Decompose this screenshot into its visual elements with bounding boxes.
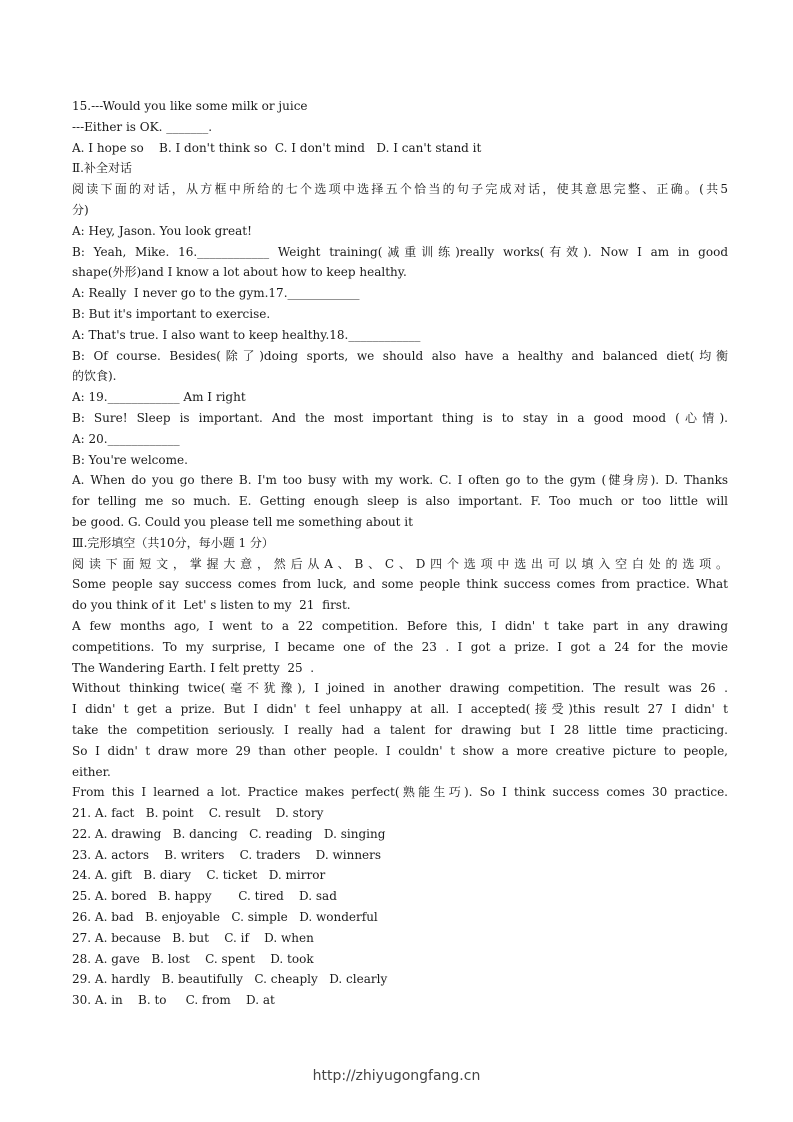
text-line: 阅读下面短文，掌握大意，然后从A、B、C、D四个选项中选出可以填入空白处的选项。 <box>72 556 728 571</box>
text-line: 分) <box>72 202 89 217</box>
text-line: The Wandering Earth. I felt pretty 25 . <box>72 660 315 675</box>
text-line: 26. A. bad B. enjoyable C. simple D. wonderful <box>72 910 378 925</box>
text-line: B: You're welcome. <box>72 452 188 467</box>
text-line: 28. A. gave B. lost C. spent D. took <box>72 951 314 966</box>
text-line: 30. A. in B. to C. from D. at <box>72 993 275 1008</box>
footer-url: http://zhiyugongfang.cn <box>312 1068 481 1084</box>
text-line: 24. A. gift B. diary C. ticket D. mirror <box>72 868 326 883</box>
text-line: for telling me so much. E. Getting enough sleep is also important. F. Too much or too little will <box>72 494 728 509</box>
text-line: 阅读下面的对话，从方框中所给的七个选项中选择五个恰当的句子完成对话，使其意思完整、正确。(共5 <box>72 182 728 197</box>
text-line: B: Of course. Besides(除了)doing sports, we should also have a healthy and balanced diet(均衡 <box>72 348 728 363</box>
text-line: 25. A. bored B. happy C. tired D. sad <box>72 889 337 904</box>
text-line: A: Hey, Jason. You look great! <box>72 223 252 238</box>
text-line: A: That's true. I also want to keep healthy.18.____________ <box>72 327 421 342</box>
text-line: 15.---Would you like some milk or juice <box>72 99 308 113</box>
text-line: A. When do you go there B. I'm too busy with my work. C. I often go to the gym (健身房). D. Thanks <box>72 473 728 488</box>
text-line: be good. G. Could you please tell me something about it <box>72 514 413 529</box>
text-line: 的饮食). <box>72 369 117 384</box>
text-line: A: 19.____________ Am I right <box>72 390 246 405</box>
text-line: B: Sure! Sleep is important. And the most important thing is to stay in a good mood (心情). <box>72 410 728 425</box>
text-line: A few months ago, I went to a 22 competition. Before this, I didn' t take part in any drawing <box>72 618 728 633</box>
text-line: A. I hope so B. I don't think so C. I don't mind D. I can't stand it <box>72 140 482 155</box>
text-line: 21. A. fact B. point C. result D. story <box>72 806 324 821</box>
text-line: 22. A. drawing B. dancing C. reading D. singing <box>72 826 386 841</box>
text-line: Ⅲ.完形填空（共10分，每小题 1 分） <box>72 535 274 550</box>
text-line: So I didn' t draw more 29 than other people. I couldn' t show a more creative picture to people, <box>72 743 728 758</box>
text-line: I didn' t get a prize. But I didn' t feel unhappy at all. I accepted(接受)this result 27 I didn' t <box>72 702 728 717</box>
text-line: ---Either is OK. _______. <box>72 119 213 134</box>
text-line: B: Yeah, Mike. 16.____________ Weight training(减重训练)really works(有效). Now I am in good <box>72 244 728 259</box>
document-body <box>72 96 728 1011</box>
text-line: 29. A. hardly B. beautifully C. cheaply D. clearly <box>72 972 388 987</box>
text-line: From this I learned a lot. Practice makes perfect(熟能生巧). So I think success comes 30 practice. <box>72 785 728 800</box>
text-line: Some people say success comes from luck, and some people think success comes from practice. What <box>72 577 728 592</box>
text-line: 23. A. actors B. writers C. traders D. winners <box>72 847 382 862</box>
text-line: shape(外形)and I know a lot about how to keep healthy. <box>72 265 407 280</box>
text-line: A: 20.____________ <box>72 431 180 446</box>
text-line: B: But it's important to exercise. <box>72 306 271 321</box>
text-line: competitions. To my surprise, I became one of the 23 . I got a prize. I got a 24 for the movie <box>72 639 728 654</box>
text-line: A: Really I never go to the gym.17.____________ <box>72 286 360 301</box>
text-line: 27. A. because B. but C. if D. when <box>72 930 314 945</box>
text-line: either. <box>72 764 111 779</box>
text-line: Without thinking twice(毫不犹豫), I joined in another drawing competition. The result was 26 . <box>72 681 728 696</box>
text-line: take the competition seriously. I really had a talent for drawing but I 28 little time practicing. <box>72 722 728 737</box>
text-line: Ⅱ.补全对话 <box>72 161 132 176</box>
text-line: do you think of it Let' s listen to my 21 first. <box>72 598 351 613</box>
